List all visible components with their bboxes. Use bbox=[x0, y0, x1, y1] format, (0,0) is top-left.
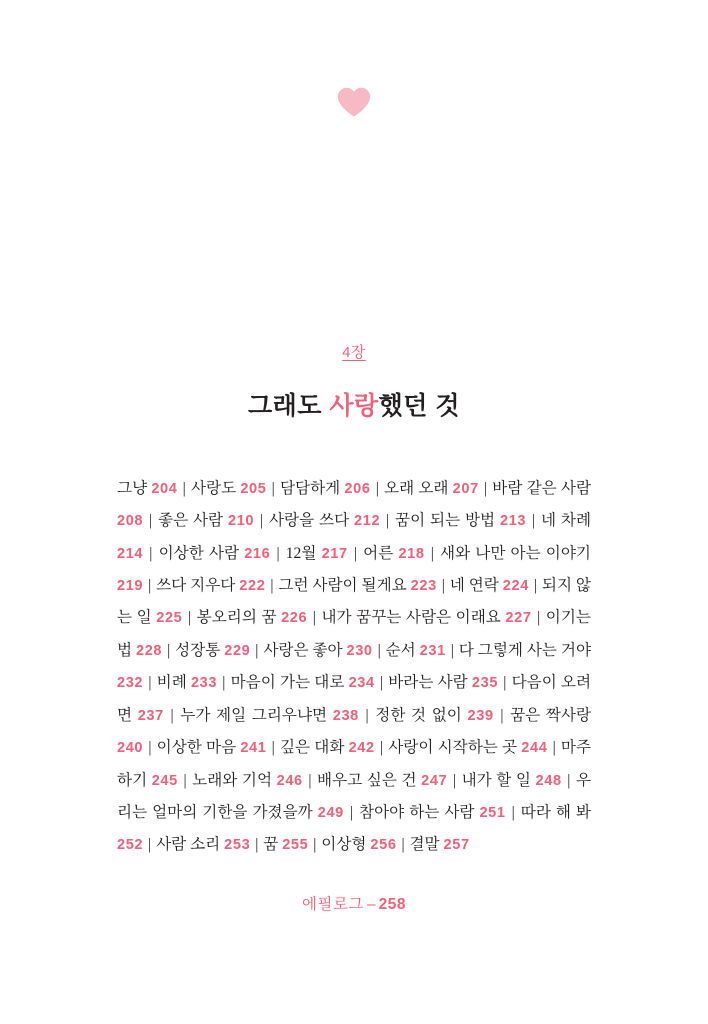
toc-entry-title: 이기는 법 bbox=[117, 609, 591, 659]
toc-entry-title: 바라는 사람 bbox=[388, 674, 468, 692]
toc-separator: | bbox=[446, 641, 458, 659]
toc-entry[interactable] bbox=[409, 836, 469, 853]
toc-entry-title: 사랑이 시작하는 곳 bbox=[388, 739, 518, 757]
toc-entry-page: 210 bbox=[227, 513, 255, 530]
toc-entry-title: 비례 bbox=[156, 674, 187, 692]
toc-separator: | bbox=[271, 544, 285, 562]
toc-entry-page: 205 bbox=[240, 480, 267, 497]
toc-entry[interactable] bbox=[180, 707, 359, 724]
toc-entry-page: 218 bbox=[398, 545, 425, 562]
toc-entry-page: 204 bbox=[151, 480, 178, 497]
toc-entry[interactable] bbox=[359, 804, 506, 821]
toc-entry-title: 사랑은 좋아 bbox=[263, 641, 343, 659]
toc-entry-page: 234 bbox=[348, 675, 375, 692]
epilogue-dash: – bbox=[366, 895, 376, 913]
toc-separator: | bbox=[437, 577, 449, 595]
toc-separator: | bbox=[255, 512, 268, 530]
toc-entry-title: 어른 bbox=[363, 544, 394, 562]
toc-separator: | bbox=[375, 739, 388, 757]
toc-separator: | bbox=[178, 479, 190, 497]
toc-separator: | bbox=[506, 803, 520, 821]
chapter-title-suffix: 했던 것 bbox=[378, 392, 461, 420]
toc-separator: | bbox=[375, 674, 388, 692]
toc-entry-title: 사랑을 쓰다 bbox=[268, 512, 350, 530]
toc-entry[interactable] bbox=[269, 512, 380, 529]
toc-entry-title: 오래 오래 bbox=[384, 479, 449, 497]
toc-separator: | bbox=[448, 771, 461, 789]
toc-entry-page: 217 bbox=[321, 545, 348, 562]
toc-entry-page: 232 bbox=[117, 675, 144, 692]
toc-separator: | bbox=[144, 674, 156, 692]
toc-entry[interactable] bbox=[388, 739, 547, 756]
toc-entry-page: 208 bbox=[117, 513, 144, 530]
toc-entry-title: 바람 같은 사람 bbox=[492, 479, 592, 497]
toc-entry-page: 207 bbox=[452, 480, 479, 497]
toc-entry-page: 233 bbox=[190, 675, 218, 692]
toc-entry[interactable] bbox=[191, 480, 267, 497]
toc-separator: | bbox=[251, 836, 263, 854]
toc-entry-page: 241 bbox=[240, 740, 267, 757]
toc-entry-title: 결말 bbox=[409, 836, 440, 854]
toc-entry[interactable] bbox=[157, 739, 267, 756]
toc-entry-title: 담담하게 bbox=[279, 479, 341, 497]
toc-entry-title: 정한 것 없이 bbox=[375, 706, 462, 724]
toc-separator: | bbox=[381, 512, 395, 530]
toc-entry-page: 231 bbox=[419, 642, 446, 659]
toc-separator: | bbox=[164, 706, 180, 724]
toc-separator: | bbox=[371, 479, 384, 497]
epilogue-label: 에필로그 bbox=[302, 895, 364, 913]
toc-entry[interactable] bbox=[175, 642, 250, 659]
toc-entry-page: 242 bbox=[348, 740, 375, 757]
toc-entry-title: 되지 않는 일 bbox=[117, 577, 591, 627]
toc-entry-page: 257 bbox=[443, 837, 470, 854]
toc-entry[interactable] bbox=[321, 836, 396, 853]
toc-separator: | bbox=[373, 641, 385, 659]
toc-separator: | bbox=[163, 641, 175, 659]
toc-entry-title: 마음이 가는 대로 bbox=[230, 674, 345, 692]
toc-separator: | bbox=[494, 706, 510, 724]
toc-separator: | bbox=[562, 771, 575, 789]
toc-entry-title: 마주하기 bbox=[117, 739, 592, 789]
toc-entry[interactable] bbox=[159, 545, 271, 562]
toc-entry-title: 사랑도 bbox=[190, 479, 237, 497]
toc-entry-title: 꿈이 되는 방법 bbox=[395, 512, 496, 530]
toc-entry[interactable] bbox=[317, 772, 447, 789]
toc-entry-page: 226 bbox=[281, 610, 308, 627]
toc-entry-page: 216 bbox=[244, 545, 271, 562]
chapter-label: 4장 bbox=[342, 344, 366, 361]
toc-entry-title: 그런 사람이 될게요 bbox=[278, 577, 407, 595]
toc-entry-page: 213 bbox=[499, 513, 527, 530]
toc-entry-title: 사람 소리 bbox=[156, 836, 221, 854]
toc-entry[interactable] bbox=[280, 739, 375, 756]
toc-separator: | bbox=[359, 706, 375, 724]
toc-entry[interactable] bbox=[278, 577, 436, 594]
toc-entry-page: 237 bbox=[137, 707, 164, 724]
toc-entry-page: 230 bbox=[346, 642, 373, 659]
toc-entry-title: 새와 나만 아는 이야기 bbox=[440, 544, 591, 562]
heart-icon bbox=[336, 86, 372, 118]
toc-entry-title: 배우고 싶은 건 bbox=[317, 771, 417, 789]
toc-entry-page: 245 bbox=[151, 772, 178, 789]
toc-separator: | bbox=[303, 771, 317, 789]
toc-entry[interactable] bbox=[388, 674, 498, 691]
toc-separator: | bbox=[144, 739, 156, 757]
toc-entry-page: 227 bbox=[505, 610, 532, 627]
toc-entry-title: 다 그렇게 사는 거야 bbox=[458, 641, 592, 659]
toc-entry-title: 다음이 오려면 bbox=[117, 674, 592, 724]
toc-entry-page: 239 bbox=[467, 707, 494, 724]
toc-entry-page: 229 bbox=[224, 642, 251, 659]
toc-entry[interactable] bbox=[395, 512, 526, 529]
heart-ornament bbox=[336, 82, 372, 122]
epilogue-page-number: 258 bbox=[378, 895, 406, 913]
toc-entry-title: 참아야 하는 사람 bbox=[359, 803, 475, 821]
table-of-contents bbox=[117, 473, 591, 862]
toc-entry[interactable] bbox=[231, 674, 375, 691]
toc-entry-title: 12월 bbox=[285, 544, 317, 562]
toc-entry-title: 이상형 bbox=[321, 836, 367, 854]
toc-separator: | bbox=[218, 674, 230, 692]
toc-separator: | bbox=[397, 836, 409, 854]
epilogue-entry bbox=[117, 892, 591, 914]
toc-entry[interactable] bbox=[263, 836, 308, 853]
toc-entry[interactable] bbox=[384, 480, 479, 497]
toc-entry-page: 228 bbox=[136, 642, 163, 659]
toc-entry-title: 꿈 bbox=[263, 836, 279, 854]
toc-entry-title: 쓰다 지우다 bbox=[156, 577, 236, 595]
toc-entry-title: 봉오리의 꿈 bbox=[196, 609, 277, 627]
toc-separator: | bbox=[527, 512, 540, 530]
toc-separator: | bbox=[308, 609, 321, 627]
toc-entry[interactable] bbox=[386, 642, 446, 659]
toc-entry[interactable] bbox=[156, 577, 265, 594]
toc-entry-title: 이상한 마음 bbox=[156, 739, 237, 757]
toc-entry-page: 255 bbox=[282, 837, 309, 854]
toc-separator: | bbox=[309, 836, 321, 854]
toc-entry-page: 244 bbox=[521, 740, 548, 757]
toc-entry-page: 256 bbox=[370, 837, 397, 854]
toc-separator: | bbox=[144, 512, 157, 530]
toc-entry-page: 224 bbox=[502, 578, 529, 595]
toc-separator: | bbox=[178, 771, 192, 789]
chapter-title-accent: 사랑 bbox=[329, 392, 379, 420]
toc-entry-page: 249 bbox=[317, 804, 344, 821]
toc-entry-title: 이상한 사람 bbox=[158, 544, 240, 562]
toc-entry-title: 성장통 bbox=[175, 641, 221, 659]
toc-entry-page: 214 bbox=[117, 545, 144, 562]
toc-entry[interactable] bbox=[363, 545, 424, 562]
toc-entry-page: 251 bbox=[479, 804, 506, 821]
toc-separator: | bbox=[267, 479, 279, 497]
toc-entry[interactable] bbox=[157, 674, 217, 691]
toc-entry-page: 235 bbox=[471, 675, 499, 692]
toc-entry-page: 212 bbox=[354, 513, 381, 530]
toc-separator: | bbox=[144, 836, 156, 854]
toc-separator: | bbox=[251, 641, 263, 659]
toc-entry-title: 깊은 대화 bbox=[279, 739, 345, 757]
toc-separator: | bbox=[144, 544, 158, 562]
toc-entry-page: 246 bbox=[276, 772, 303, 789]
page-title bbox=[248, 386, 460, 422]
toc-entry-title: 내가 할 일 bbox=[461, 771, 531, 789]
toc-separator: | bbox=[144, 577, 156, 595]
toc-entry-title: 그냥 bbox=[117, 479, 148, 497]
toc-entry-title: 네 연락 bbox=[449, 577, 499, 595]
toc-separator: | bbox=[266, 577, 278, 595]
toc-entry-title: 순서 bbox=[385, 641, 416, 659]
toc-entry[interactable] bbox=[263, 642, 372, 659]
toc-entry-page: 219 bbox=[117, 578, 144, 595]
toc-entry-page: 240 bbox=[117, 740, 144, 757]
toc-entry[interactable] bbox=[117, 480, 177, 497]
toc-entry[interactable] bbox=[280, 480, 371, 497]
toc-entry[interactable] bbox=[158, 512, 254, 529]
chapter-title-prefix: 그래도 bbox=[247, 392, 330, 420]
toc-entry-title: 누가 제일 그리우냐면 bbox=[180, 706, 328, 724]
toc-separator: | bbox=[532, 609, 545, 627]
toc-entry[interactable] bbox=[192, 772, 303, 789]
toc-entry-page: 252 bbox=[117, 837, 144, 854]
toc-entry[interactable] bbox=[321, 609, 531, 626]
toc-entry-title: 좋은 사람 bbox=[158, 512, 224, 530]
toc-entry-title: 우리는 얼마의 기한을 가졌을까 bbox=[117, 771, 592, 821]
toc-separator: | bbox=[548, 739, 560, 757]
toc-entry[interactable] bbox=[375, 707, 493, 724]
toc-entry-page: 238 bbox=[332, 707, 359, 724]
toc-entry[interactable] bbox=[286, 545, 348, 562]
toc-entry-title: 내가 꿈꾸는 사람은 이래요 bbox=[321, 609, 501, 627]
toc-separator: | bbox=[344, 803, 359, 821]
toc-entry-page: 248 bbox=[535, 772, 562, 789]
toc-entry-page: 247 bbox=[421, 772, 448, 789]
toc-separator: | bbox=[499, 674, 511, 692]
toc-entry-title: 꿈은 짝사랑 bbox=[510, 706, 592, 724]
toc-entry-page: 222 bbox=[239, 578, 266, 595]
toc-separator: | bbox=[529, 577, 541, 595]
toc-entry[interactable] bbox=[156, 836, 250, 853]
toc-entry-title: 따라 해 봐 bbox=[520, 803, 591, 821]
toc-separator: | bbox=[425, 544, 439, 562]
toc-entry-page: 253 bbox=[224, 837, 251, 854]
toc-entry-page: 223 bbox=[410, 578, 437, 595]
toc-entry-page: 206 bbox=[344, 480, 371, 497]
toc-entry-page: 225 bbox=[156, 610, 183, 627]
toc-entry[interactable] bbox=[462, 772, 562, 789]
toc-separator: | bbox=[267, 739, 279, 757]
toc-separator: | bbox=[479, 479, 492, 497]
toc-separator: | bbox=[348, 544, 363, 562]
toc-entry-title: 네 차례 bbox=[540, 512, 592, 530]
toc-entry[interactable] bbox=[197, 609, 308, 626]
toc-separator: | bbox=[183, 609, 196, 627]
toc-entry-title: 노래와 기억 bbox=[192, 771, 273, 789]
toc-entry[interactable] bbox=[450, 577, 529, 594]
